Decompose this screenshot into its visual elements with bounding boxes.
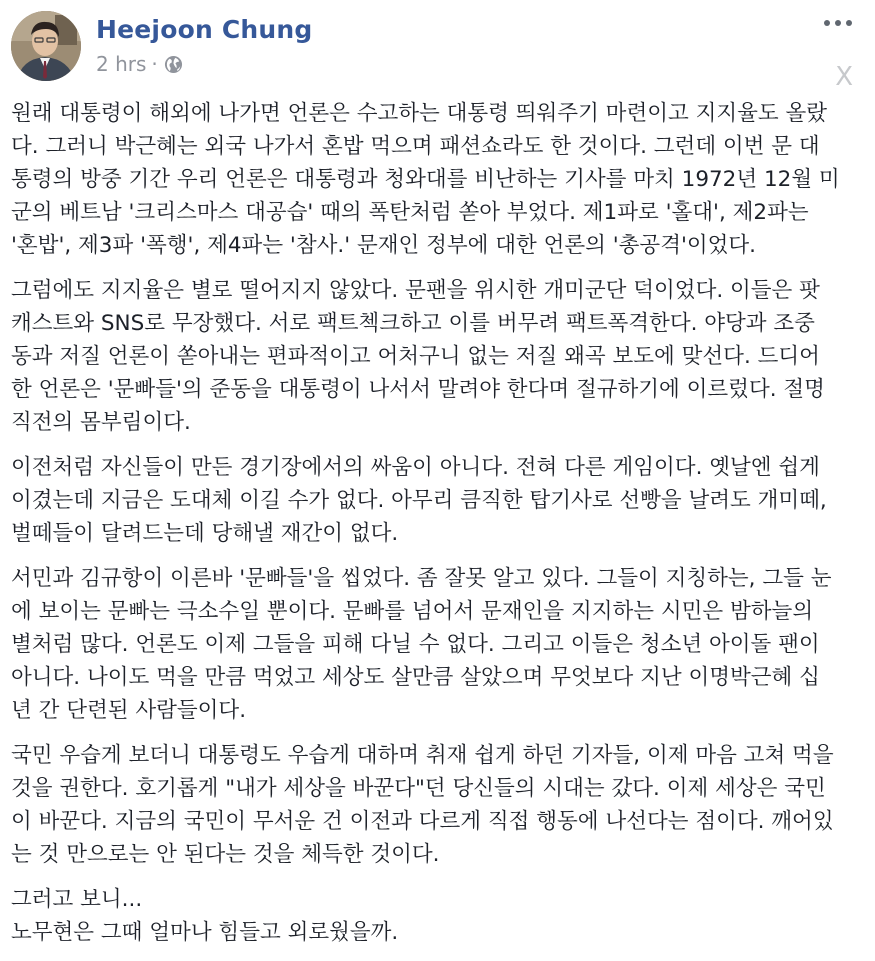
author-name[interactable]: Heejoon Chung bbox=[96, 15, 313, 44]
close-icon[interactable]: X bbox=[835, 62, 853, 92]
ellipsis-icon[interactable] bbox=[824, 16, 852, 30]
post-paragraph: 그러고 보니... 노무현은 그때 얼마나 힘들고 외로웠을까. bbox=[11, 887, 399, 945]
globe-icon[interactable] bbox=[164, 55, 183, 74]
post-header bbox=[0, 0, 875, 90]
post-meta bbox=[96, 52, 183, 76]
post-body bbox=[11, 97, 856, 961]
post-timestamp[interactable]: 2 hrs bbox=[96, 52, 147, 76]
post-paragraph: 이전처럼 자신들이 만든 경기장에서의 싸움이 아니다. 전혀 다른 게임이다. 옛날엔 쉽게 이겼는데 지금은 도대체 이길 수가 없다. 아무리 큼직한 탑기사로 선빵을 날려도 개미떼, 벌떼들이 달려드는데 당해낼 재간이 없다. bbox=[11, 455, 827, 546]
avatar[interactable] bbox=[11, 11, 81, 81]
post-paragraph: 원래 대통령이 해외에 나가면 언론은 수고하는 대통령 띄워주기 마련이고 지지율도 올랐 다. 그러니 박근혜는 외국 나가서 혼밥 먹으며 패션쇼라도 한 것이다. 그런데 이번 문 대 통령의 방중 기간 우리 언론은 대통령과 청와대를 비난하는 기사를 마치 1972년 12월 미 군의 베트남 '크리스마스 대공습' 때의 폭탄처럼 쏟아 부었다. 제1파로 '홀대', 제2파는 '혼밥', 제3파 '폭행', 제4파는 '참사.' 문재인 정부에 대한 언론의 '총공격'이었다. bbox=[11, 101, 840, 258]
meta-separator: · bbox=[151, 52, 158, 76]
post-paragraph: 그럼에도 지지율은 별로 떨어지지 않았다. 문팬을 위시한 개미군단 덕이었다. 이들은 팟 캐스트와 SNS로 무장했다. 서로 팩트첵크하고 이를 버무려 팩트폭격한다. 야당과 조중 동과 저질 언론이 쏟아내는 편파적이고 어처구니 없는 저질 왜곡 보도에 맞선다. 드디어 한 언론은 '문빠들'의 준동을 대통령이 나서서 말려야 한다며 절규하기에 이르렀다. 절명 직전의 몸부림이다. bbox=[11, 278, 825, 435]
post-paragraph: 국민 우습게 보더니 대통령도 우습게 대하며 취재 쉽게 하던 기자들, 이제 마음 고쳐 먹을 것을 권한다. 호기롭게 "내가 세상을 바꾼다"던 당신들의 시대는 갔다. 이제 세상은 국민 이 바꾼다. 지금의 국민이 무서운 건 이전과 다르게 직접 행동에 나선다는 점이다. 깨어있 는 것 만으로는 안 된다는 것을 체득한 것이다. bbox=[11, 743, 834, 867]
post-paragraph: 서민과 김규항이 이른바 '문빠들'을 씹었다. 좀 잘못 알고 있다. 그들이 지칭하는, 그들 눈 에 보이는 문빠는 극소수일 뿐이다. 문빠를 넘어서 문재인을 지지하는 시민은 밤하늘의 별처럼 많다. 언론도 이제 그들을 피해 다닐 수 없다. 그리고 이들은 청소년 아이돌 팬이 아니다. 나이도 먹을 만큼 먹었고 세상도 살만큼 살았으며 무엇보다 지난 이명박근혜 십 년 간 단련된 사람들이다. bbox=[11, 566, 832, 723]
